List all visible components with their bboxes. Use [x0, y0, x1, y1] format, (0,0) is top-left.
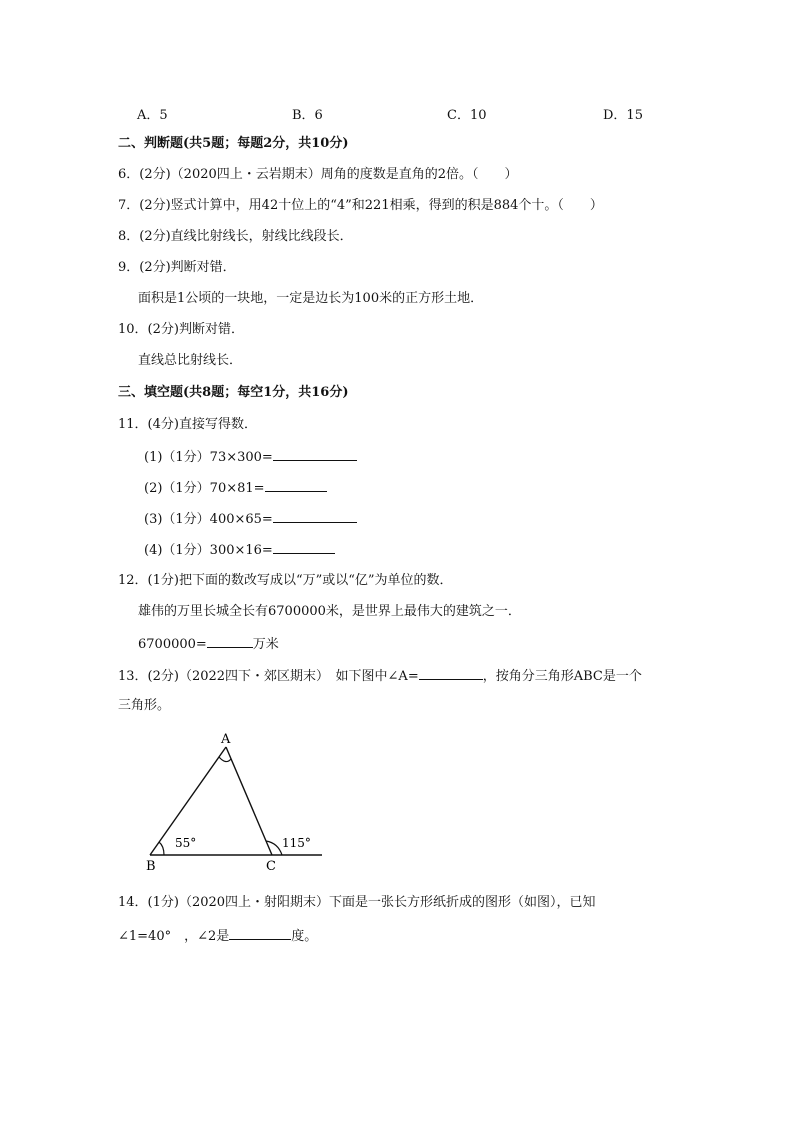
question-13-continued: 三角形。 [118, 698, 171, 713]
answer-blank[interactable] [273, 509, 357, 523]
section-header-fill-in: 三、填空题(共8题；每空1分，共16分) [118, 385, 349, 400]
option-d: D．15 [603, 108, 643, 123]
answer-blank[interactable] [273, 540, 335, 554]
section-header-judgement: 二、判断题(共5题；每题2分，共10分) [118, 136, 349, 151]
angle-b-arc [159, 842, 164, 855]
angle-a-arc [219, 757, 231, 762]
question-8: 8．(2分)直线比射线长，射线比线段长． [118, 229, 353, 244]
answer-blank[interactable] [207, 634, 253, 648]
option-c: C．10 [447, 108, 487, 123]
question-10: 10．(2分)判断对错． [118, 322, 244, 337]
question-12: 12．(1分)把下面的数改写成以“万”或以“亿”为单位的数． [118, 573, 453, 588]
option-a: A．5 [137, 108, 168, 123]
question-11-item-1: (1)（1分）73×300= [144, 447, 357, 467]
angle-b-label: 55° [175, 836, 197, 850]
question-14: 14．(1分)（2020四上・射阳期末）下面是一张长方形纸折成的图形（如图），已知 [118, 895, 596, 910]
question-11-item-4: (4)（1分）300×16= [144, 540, 335, 560]
question-11-item-3: (3)（1分）400×65= [144, 509, 357, 529]
answer-blank[interactable] [229, 926, 291, 940]
question-13: 13．(2分)（2022四下・郊区期末） 如下图中∠A= ，按角分三角形ABC是一个 [118, 666, 642, 686]
answer-blank[interactable] [265, 478, 327, 492]
question-9-statement: 面积是1公顷的一块地，一定是边长为100米的正方形土地． [138, 291, 484, 306]
question-11: 11．(4分)直接写得数． [118, 417, 257, 432]
question-12-answer: 6700000= 万米 [138, 634, 279, 654]
question-6: 6．(2分)（2020四上・云岩期末）周角的度数是直角的2倍。（ ） [118, 167, 518, 182]
triangle-figure [130, 725, 330, 875]
option-b: B．6 [292, 108, 323, 123]
question-9: 9．(2分)判断对错． [118, 260, 236, 275]
answer-blank[interactable] [273, 447, 357, 461]
vertex-label-b: B [146, 859, 156, 874]
answer-blank[interactable] [419, 666, 483, 680]
vertex-label-a: A [221, 732, 231, 747]
angle-c-label: 115° [282, 836, 311, 850]
question-12-statement: 雄伟的万里长城全长有6700000米，是世界上最伟大的建筑之一． [138, 604, 521, 619]
question-7: 7．(2分)竖式计算中，用42十位上的“4”和221相乘，得到的积是884个十。（ ） [118, 198, 603, 213]
question-11-item-2: (2)（1分）70×81= [144, 478, 327, 498]
question-10-statement: 直线总比射线长． [138, 353, 243, 368]
side-ac [226, 747, 272, 855]
question-14-continued: ∠1=40° ，∠2是 度。 [118, 926, 317, 946]
vertex-label-c: C [266, 859, 276, 874]
